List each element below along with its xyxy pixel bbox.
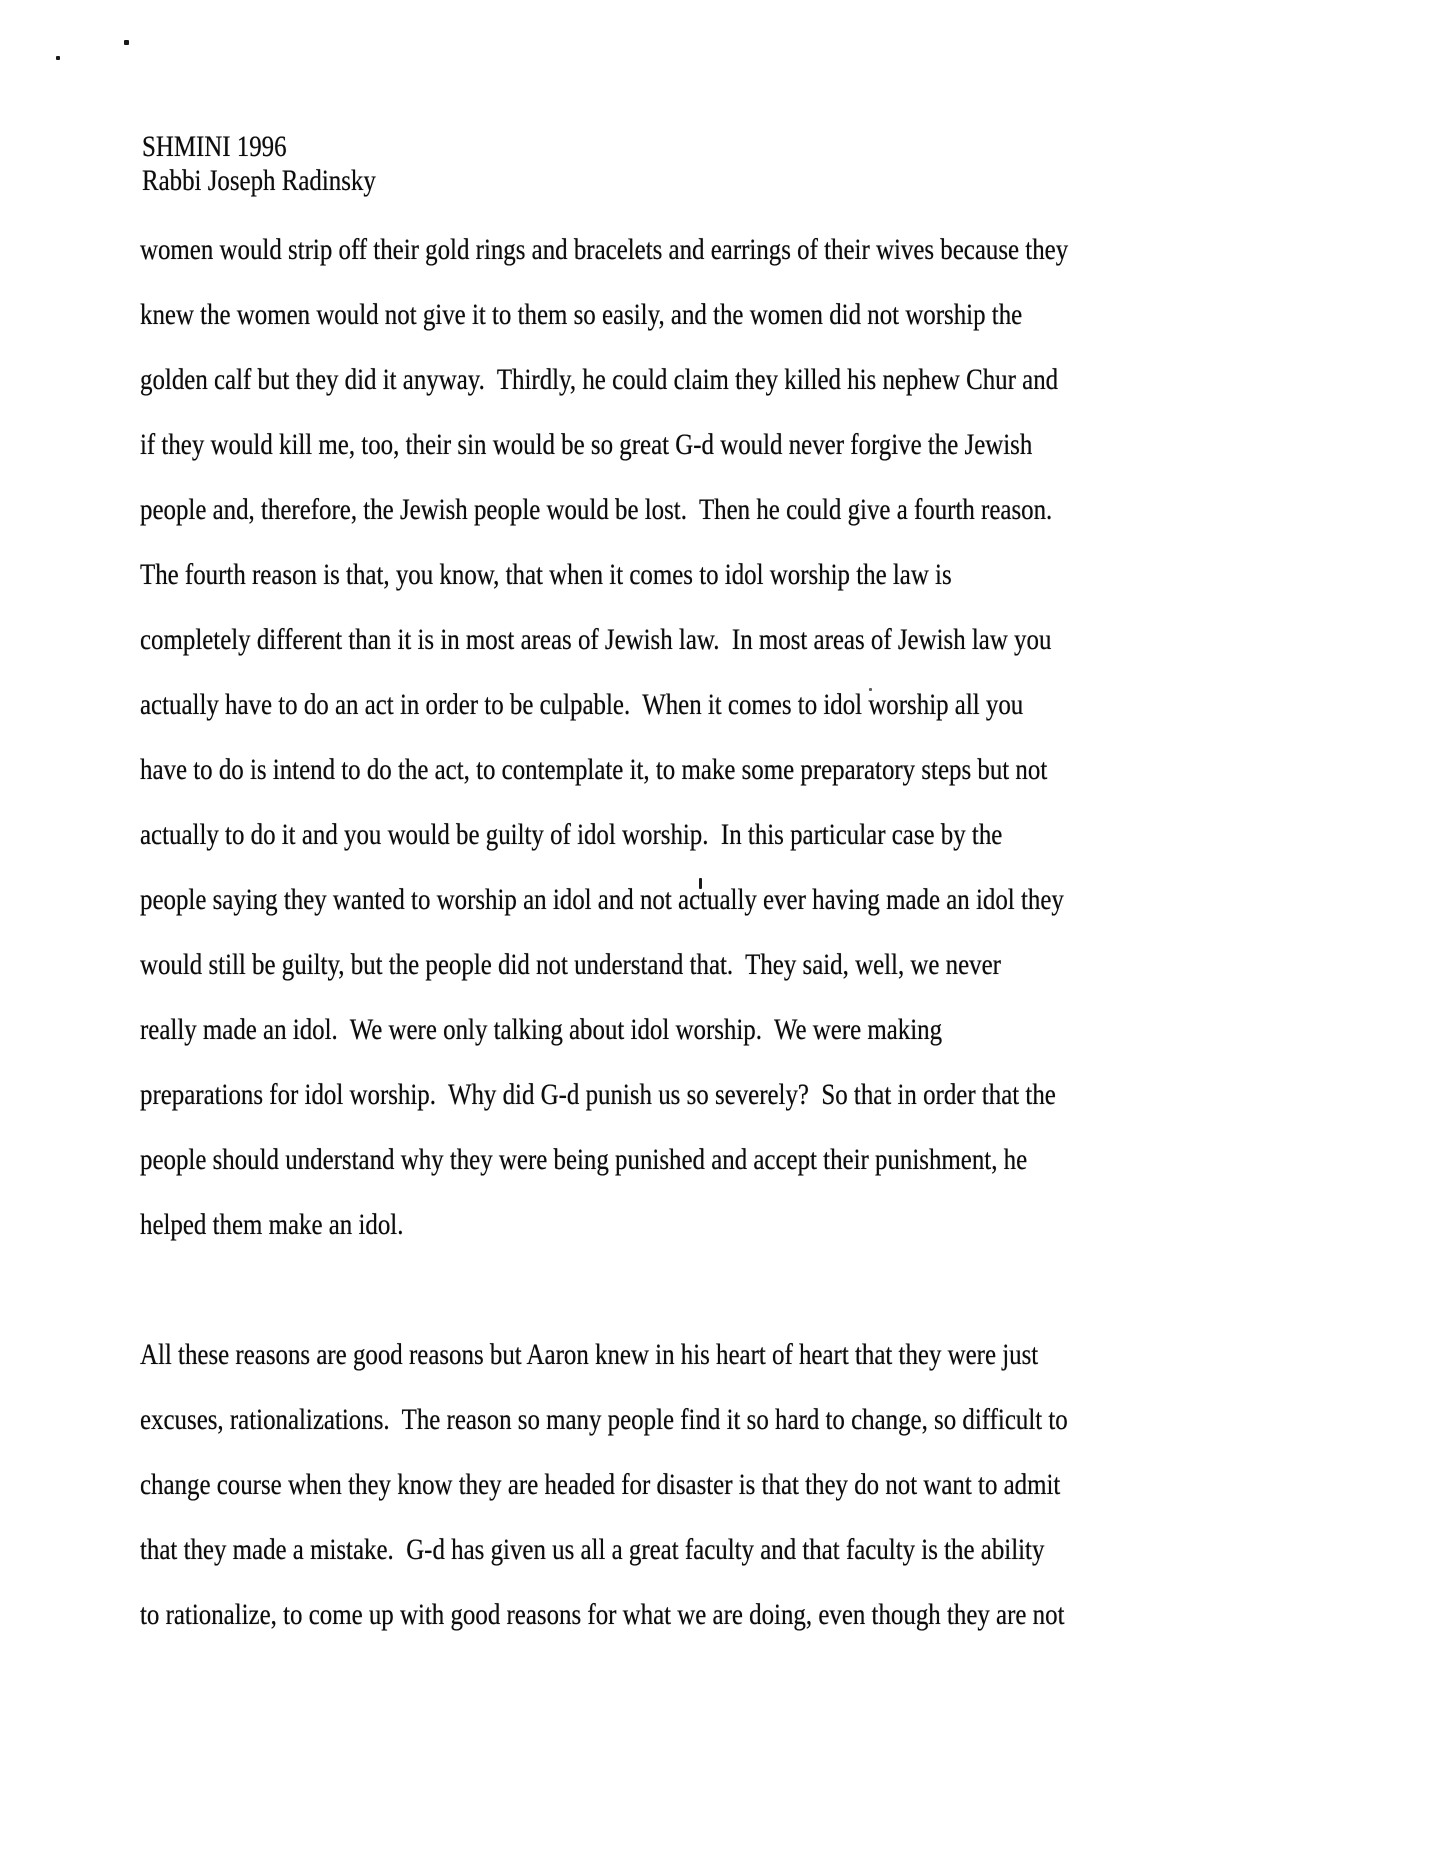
text-line: that they made a mistake. G-d has given us all a great faculty and that faculty is the ability xyxy=(140,1533,1045,1566)
text-line: really made an idol. We were only talking about idol worship. We were making xyxy=(140,1013,943,1046)
scan-speck xyxy=(56,56,60,60)
text-line: All these reasons are good reasons but Aaron knew in his heart of heart that they were just xyxy=(140,1338,1039,1371)
text-line: have to do is intend to do the act, to contemplate it, to make some preparatory steps but not xyxy=(140,753,1048,786)
text-line: The fourth reason is that, you know, that when it comes to idol worship the law is xyxy=(140,558,952,591)
text-line: people should understand why they were being punished and accept their punishment, he xyxy=(140,1143,1028,1176)
doc-author: Rabbi Joseph Radinsky xyxy=(142,164,376,197)
text-line: helped them make an idol. xyxy=(140,1208,404,1241)
text-line: if they would kill me, too, their sin would be so great G-d would never forgive the Jewish xyxy=(140,428,1033,461)
text-line: women would strip off their gold rings and bracelets and earrings of their wives because they xyxy=(140,233,1069,266)
text-line: knew the women would not give it to them so easily, and the women did not worship the xyxy=(140,298,1023,331)
paragraph-2 xyxy=(140,1337,1400,1662)
text-line: change course when they know they are headed for disaster is that they do not want to admit xyxy=(140,1468,1061,1501)
text-line: excuses, rationalizations. The reason so many people find it so hard to change, so difficult to xyxy=(140,1403,1068,1436)
text-line: people saying they wanted to worship an idol and not actually ever having made an idol they xyxy=(140,883,1064,916)
doc-title: SHMINI 1996 xyxy=(142,130,287,163)
text-line: completely different than it is in most areas of Jewish law. In most areas of Jewish law you xyxy=(140,623,1052,656)
text-line: would still be guilty, but the people did not understand that. They said, well, we never xyxy=(140,948,1001,981)
document-header xyxy=(142,130,424,198)
text-line: golden calf but they did it anyway. Thirdly, he could claim they killed his nephew Chur and xyxy=(140,363,1059,396)
scan-speck xyxy=(124,40,129,45)
text-line: preparations for idol worship. Why did G-d punish us so severely? So that in order that the xyxy=(140,1078,1056,1111)
text-line: to rationalize, to come up with good reasons for what we are doing, even though they are not xyxy=(140,1598,1065,1631)
text-line: people and, therefore, the Jewish people would be lost. Then he could give a fourth reason. xyxy=(140,493,1053,526)
paragraph-1 xyxy=(140,232,1400,1272)
text-line: actually to do it and you would be guilty of idol worship. In this particular case by the xyxy=(140,818,1003,851)
text-line: actually have to do an act in order to be culpable. When it comes to idol worship all you xyxy=(140,688,1024,721)
